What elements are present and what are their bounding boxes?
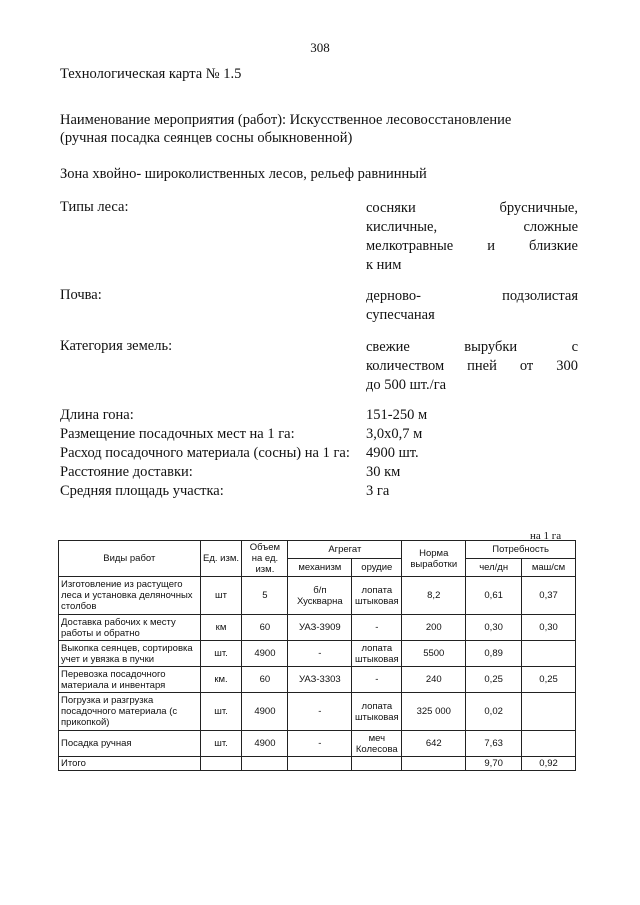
param-row <box>60 425 580 444</box>
cell-tool: - <box>352 667 402 693</box>
cell-work: Погрузка и разгрузка посадочного материала (с прикопкой) <box>59 693 201 731</box>
soil-label: Почва: <box>60 287 102 303</box>
table-row <box>59 577 576 615</box>
cell-mechanism: б/п Хускварна <box>288 577 352 615</box>
cell-man-days: 0,30 <box>466 615 522 641</box>
cell-volume: 4900 <box>242 641 288 667</box>
param-value: 30 км <box>366 464 401 480</box>
land-category-label: Категория земель: <box>60 338 173 354</box>
cell-machine-shifts: 0,30 <box>522 615 576 641</box>
cell-work: Перевозка посадочного материала и инвентаря <box>59 667 201 693</box>
cell-unit: км <box>200 615 242 641</box>
param-value: 4900 шт. <box>366 445 419 461</box>
cell-mechanism: - <box>288 731 352 757</box>
soil-line: дерново- подзолистая <box>366 288 578 304</box>
param-label: Расход посадочного материала (сосны) на 1 га: <box>60 445 350 461</box>
cell-tool: лопата штыковая <box>352 641 402 667</box>
land-category-value <box>366 338 578 395</box>
cell-norm: 5500 <box>402 641 466 667</box>
cell-total-man-days: 9,70 <box>466 757 522 771</box>
cell-mechanism: - <box>288 693 352 731</box>
param-value: 151-250 м <box>366 407 428 423</box>
cell-unit: км. <box>200 667 242 693</box>
cell-norm: 325 000 <box>402 693 466 731</box>
param-value: 3,0х0,7 м <box>366 426 423 442</box>
cell-tool: лопата штыковая <box>352 693 402 731</box>
table-row <box>59 667 576 693</box>
forest-types-line: сосняки брусничные, <box>366 200 578 216</box>
header-tool: орудие <box>352 559 402 577</box>
table-row <box>59 731 576 757</box>
forest-types-value <box>366 199 578 275</box>
cell-machine-shifts <box>522 693 576 731</box>
cell-norm: 200 <box>402 615 466 641</box>
header-mechanism: механизм <box>288 559 352 577</box>
cell-man-days: 7,63 <box>466 731 522 757</box>
cell-unit: шт. <box>200 731 242 757</box>
cell-volume: 4900 <box>242 731 288 757</box>
table-row <box>59 693 576 731</box>
cell-empty <box>402 757 466 771</box>
param-label: Средняя площадь участка: <box>60 483 224 499</box>
unit-note: на 1 га <box>530 530 562 542</box>
cell-empty <box>288 757 352 771</box>
cell-machine-shifts <box>522 641 576 667</box>
card-title: Технологическая карта № 1.5 <box>60 66 242 82</box>
activity-name-line-2: (ручная посадка сеянцев сосны обыкновенной) <box>60 130 353 146</box>
land-category-line: до 500 шт./га <box>366 377 447 393</box>
cell-empty <box>352 757 402 771</box>
work-table <box>58 540 576 771</box>
cell-norm: 642 <box>402 731 466 757</box>
param-label: Длина гона: <box>60 407 134 423</box>
header-aggregate: Агрегат <box>288 541 402 559</box>
param-label: Расстояние доставки: <box>60 464 193 480</box>
cell-unit: шт. <box>200 693 242 731</box>
param-label: Размещение посадочных мест на 1 га: <box>60 426 295 442</box>
cell-volume: 60 <box>242 615 288 641</box>
cell-total-machine-shifts: 0,92 <box>522 757 576 771</box>
cell-volume: 4900 <box>242 693 288 731</box>
cell-man-days: 0,89 <box>466 641 522 667</box>
cell-volume: 5 <box>242 577 288 615</box>
activity-name-line-1: Наименование мероприятия (работ): Искусственное лесовосстановление <box>60 112 512 128</box>
cell-tool: лопата штыковая <box>352 577 402 615</box>
forest-types-line: кисличные, сложные <box>366 219 578 235</box>
soil-line: супесчаная <box>366 307 435 323</box>
param-value: 3 га <box>366 483 390 499</box>
table-total-row <box>59 757 576 771</box>
header-volume: Объем на ед. изм. <box>242 541 288 577</box>
forest-types-line: мелкотравные и близкие <box>366 238 578 254</box>
page-number: 308 <box>310 40 330 55</box>
forest-types-label: Типы леса: <box>60 199 129 215</box>
table-row <box>59 615 576 641</box>
soil-value <box>366 287 578 325</box>
cell-machine-shifts: 0,37 <box>522 577 576 615</box>
header-norm: Норма выработки <box>402 541 466 577</box>
cell-tool: - <box>352 615 402 641</box>
cell-work: Выкопка сеянцев, сортировка учет и увязка в пучки <box>59 641 201 667</box>
cell-norm: 240 <box>402 667 466 693</box>
header-need: Потребность <box>466 541 576 559</box>
land-category-line: свежие вырубки с <box>366 339 578 355</box>
cell-tool: меч Колесова <box>352 731 402 757</box>
cell-work: Изготовление из растущего леса и установка деляночных столбов <box>59 577 201 615</box>
cell-mechanism: - <box>288 641 352 667</box>
header-unit: Ед. изм. <box>200 541 242 577</box>
param-row <box>60 444 580 463</box>
cell-work: Доставка рабочих к месту работы и обратно <box>59 615 201 641</box>
cell-volume: 60 <box>242 667 288 693</box>
header-man-days: чел/дн <box>466 559 522 577</box>
cell-man-days: 0,02 <box>466 693 522 731</box>
header-work: Виды работ <box>59 541 201 577</box>
land-category-line: количеством пней от 300 <box>366 358 578 374</box>
cell-norm: 8,2 <box>402 577 466 615</box>
table-row <box>59 641 576 667</box>
param-row <box>60 482 580 501</box>
zone-line: Зона хвойно- широколиственных лесов, рельеф равнинный <box>60 166 427 182</box>
param-row <box>60 463 580 482</box>
cell-man-days: 0,25 <box>466 667 522 693</box>
cell-machine-shifts <box>522 731 576 757</box>
cell-empty <box>242 757 288 771</box>
cell-mechanism: УАЗ-3303 <box>288 667 352 693</box>
cell-man-days: 0,61 <box>466 577 522 615</box>
cell-unit: шт <box>200 577 242 615</box>
cell-unit: шт. <box>200 641 242 667</box>
cell-empty <box>200 757 242 771</box>
param-row <box>60 406 580 425</box>
cell-work: Посадка ручная <box>59 731 201 757</box>
cell-total-label: Итого <box>59 757 201 771</box>
forest-types-line: к ним <box>366 257 402 273</box>
header-machine-shifts: маш/см <box>522 559 576 577</box>
cell-mechanism: УАЗ-3909 <box>288 615 352 641</box>
cell-machine-shifts: 0,25 <box>522 667 576 693</box>
